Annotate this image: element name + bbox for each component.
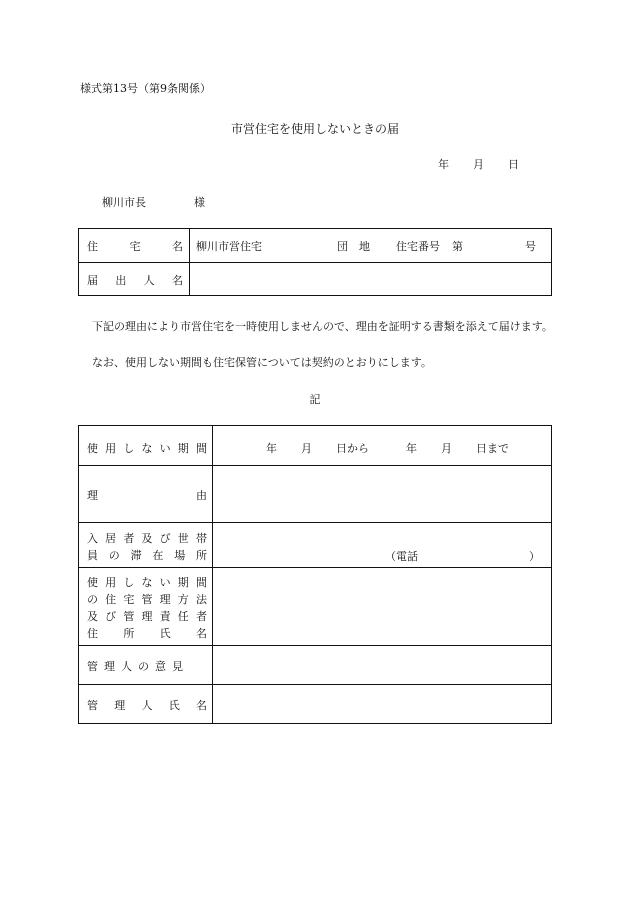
date-month: 月: [473, 158, 484, 171]
period-label: 使 用 し な い 期 間: [87, 442, 207, 455]
residence-label-line1: 入 居 者 及 び 世 帯: [87, 532, 207, 545]
date-year: 年: [438, 158, 449, 171]
management-label-line2: の 住 宅 管 理 方 法: [87, 593, 207, 606]
go-label: 号: [525, 240, 536, 253]
manager-name-label: 管 理 人 氏 名: [87, 699, 207, 712]
address-label: 住 宅 名: [87, 240, 183, 253]
opinion-input[interactable]: [213, 646, 551, 684]
addressee: [102, 194, 205, 210]
address-value: 柳川市営住宅: [196, 240, 262, 253]
reason-label: 理 由: [87, 489, 207, 502]
date-day: 日: [508, 158, 519, 171]
residence-label-line2: 員 の 滞 在 場 所: [87, 549, 207, 562]
management-label-line3: 及 び 管 理 責 任 者: [87, 610, 207, 623]
management-label-line4: 住 所 氏 名: [87, 627, 207, 640]
document-title: 市営住宅を使用しないときの届: [230, 122, 399, 136]
management-label-line1: 使 用 し な い 期 間: [87, 576, 207, 589]
notice-paragraph: 下記の理由により市営住宅を一時使用しませんので、理由を証明する書類を添えて届けます。: [92, 320, 553, 333]
form-number: 様式第13号（第9条関係）: [80, 82, 211, 95]
danchi-label: 団 地: [337, 240, 370, 253]
period-to[interactable]: 年 月 日まで: [406, 442, 509, 455]
addressee-honorific: 様: [194, 196, 205, 209]
dai-label: 第: [452, 240, 463, 253]
ki-heading: 記: [309, 393, 321, 406]
period-from[interactable]: 年 月 日から: [266, 442, 369, 455]
applicant-input[interactable]: [190, 263, 551, 295]
details-table: [78, 425, 552, 724]
phone-open: （電話: [385, 550, 418, 563]
phone-close: ）: [529, 550, 540, 563]
manager-name-input[interactable]: [213, 685, 551, 723]
storage-paragraph: なお、使用しない期間も住宅保管については契約のとおりにします。: [92, 356, 432, 369]
opinion-label: 管 理 人 の 意 見: [87, 660, 183, 673]
addressee-name: 柳川市長: [102, 196, 146, 209]
applicant-table: [78, 228, 552, 296]
applicant-label: 届 出 人 名: [87, 274, 183, 287]
management-input[interactable]: [213, 568, 551, 645]
reason-input[interactable]: [213, 466, 551, 522]
house-number-label: 住宅番号: [396, 240, 440, 253]
date-line: [438, 156, 519, 172]
